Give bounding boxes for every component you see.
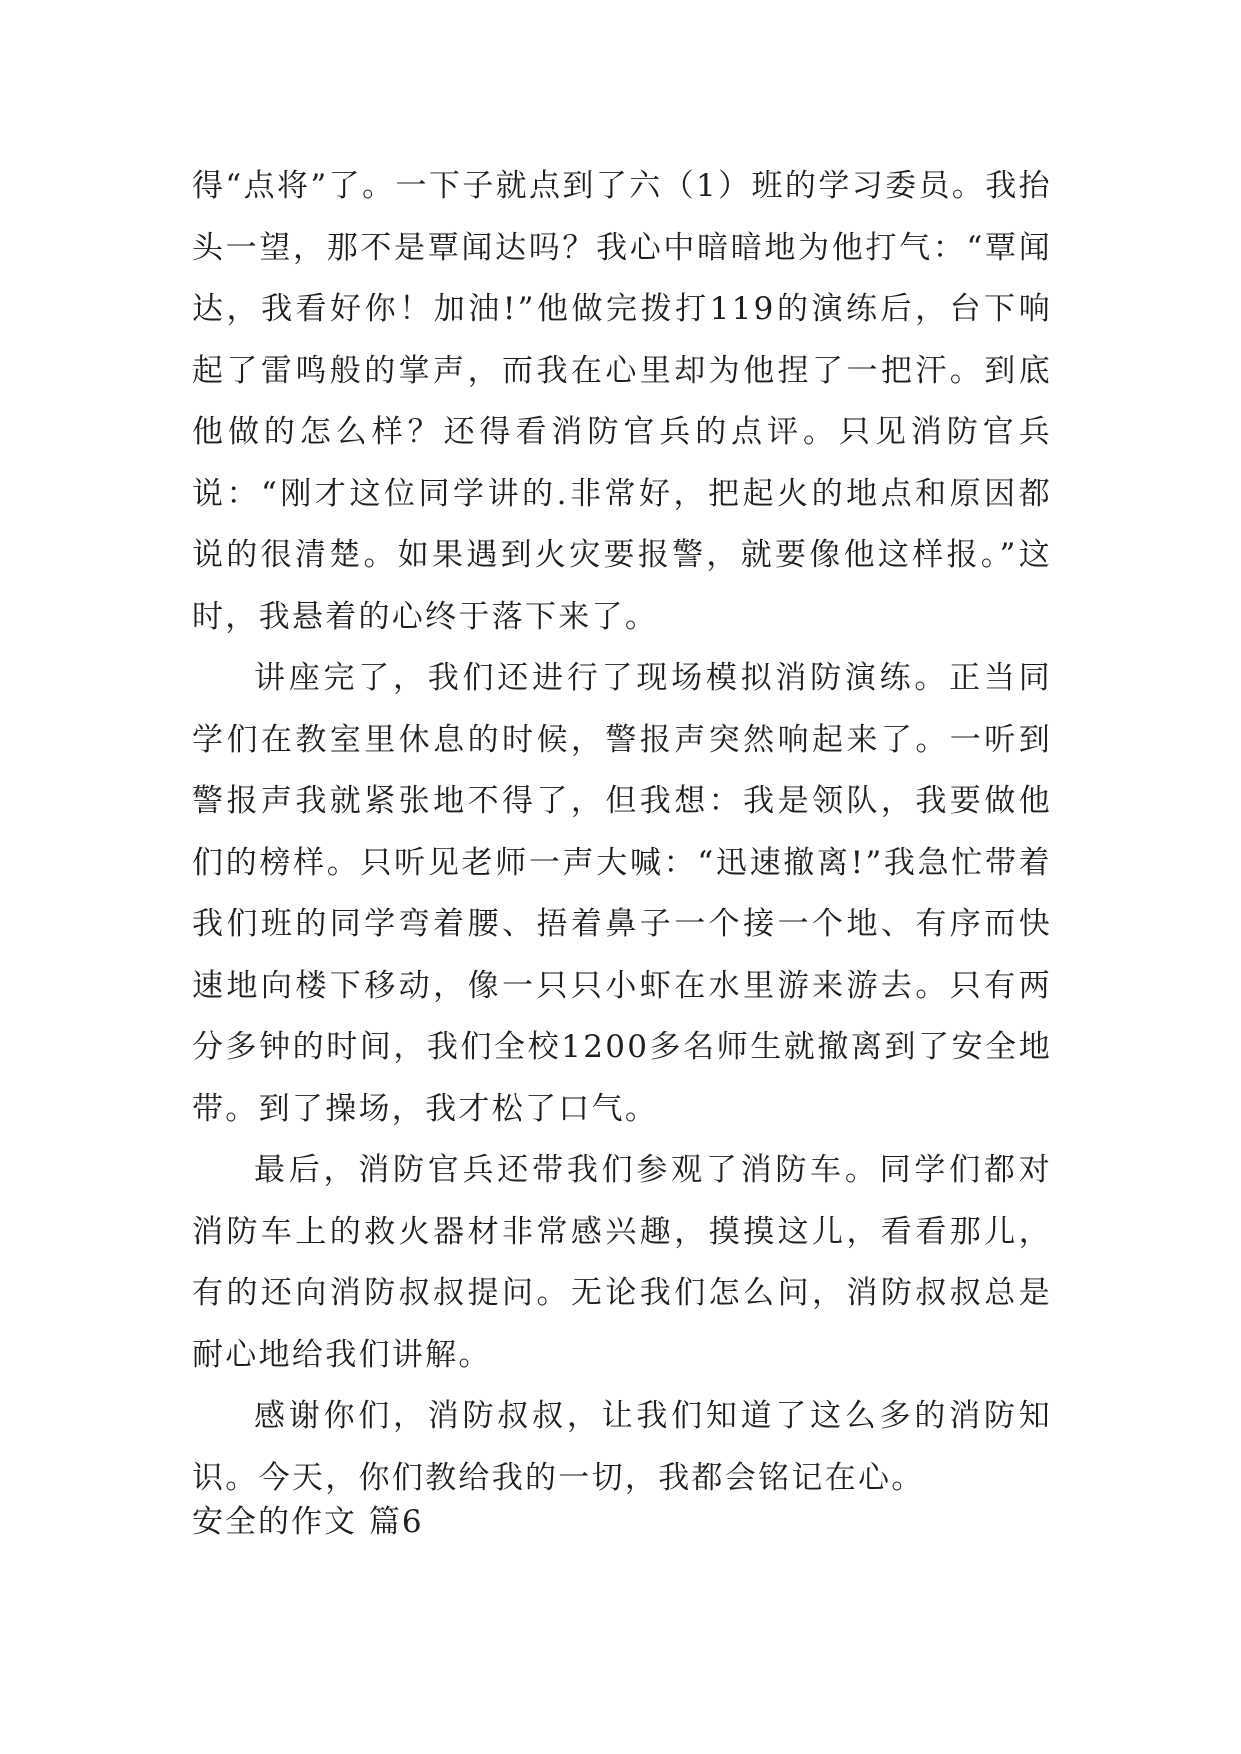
essay-body	[192, 156, 1052, 1509]
paragraph-2: 讲座完了，我们还进行了现场模拟消防演练。正当同学们在教室里休息的时候，警报声突然响起来了。一听到警报声我就紧张地不得了，但我想：我是领队，我要做他们的榜样。只听见老师一声大喊：“迅速撤离!”我急忙带着我们班的同学弯着腰、捂着鼻子一个接一个地、有序而快速地向楼下移动，像一只只小虾在水里游来游去。只有两分多钟的时间，我们全校1200多名师生就撤离到了安全地带。到了操场，我才松了口气。	[192, 660, 1052, 1127]
paragraph-4: 感谢你们，消防叔叔，让我们知道了这么多的消防知识。今天，你们教给我的一切，我都会铭记在心。	[192, 1398, 1052, 1496]
paragraph-1: 得“点将”了。一下子就点到了六（1）班的学习委员。我抬头一望，那不是覃闻达吗？我心中暗暗地为他打气：“覃闻达，我看好你！加油!”他做完拨打119的演练后，台下响起了雷鸣般的掌声，而我在心里却为他捏了一把汗。到底他做的怎么样？还得看消防官兵的点评。只见消防官兵说：“刚才这位同学讲的.非常好，把起火的地点和原因都说的很清楚。如果遇到火灾要报警，就要像他这样报。”这时，我悬着的心终于落下来了。	[192, 168, 1052, 635]
section-heading: 安全的作文 篇6	[192, 1504, 424, 1540]
paragraph-3: 最后，消防官兵还带我们参观了消防车。同学们都对消防车上的救火器材非常感兴趣，摸摸这儿，看看那儿，有的还向消防叔叔提问。无论我们怎么问，消防叔叔总是耐心地给我们讲解。	[192, 1152, 1052, 1373]
